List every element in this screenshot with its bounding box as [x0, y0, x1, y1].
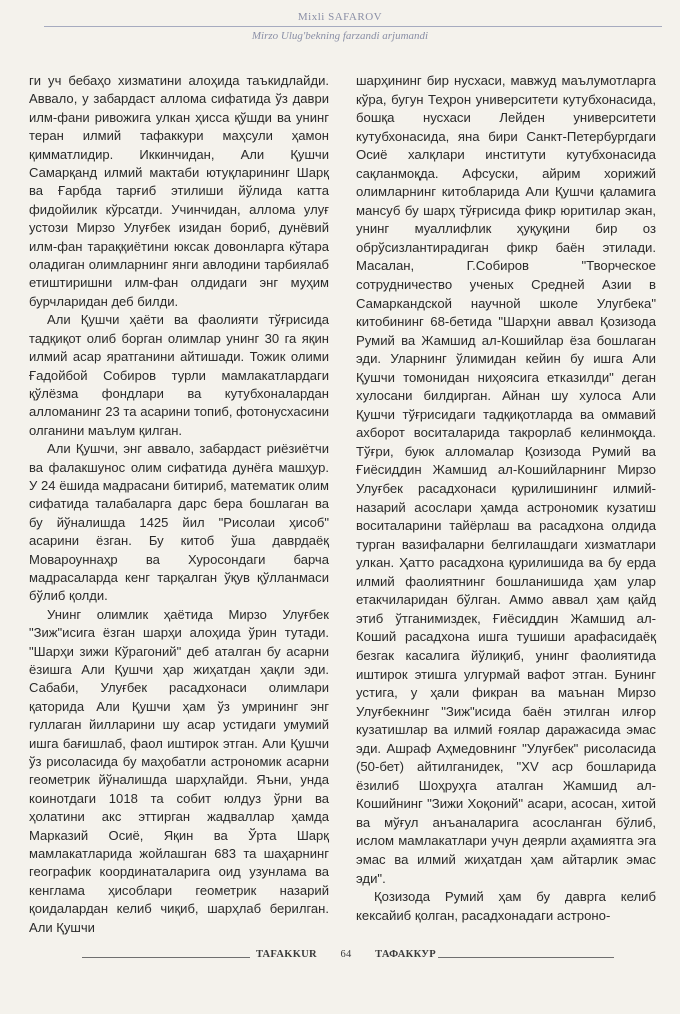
page-number: 64	[340, 949, 352, 960]
page-footer	[0, 946, 680, 970]
paragraph: Али Қушчи ҳаёти ва фаолияти тўғрисида тадқиқот олиб борган олимлар унинг 30 га яқин илмий асар яратганини айтишади. Тожик олими Ғадойбой Собиров турли мамлакатлардаги қўлёзма фондлари ва кутубхоналардан алломанинг 23 та асарини топиб, фотонусхасини олганини маълум қилган.	[29, 312, 329, 438]
footer-text	[256, 949, 436, 960]
header-rule	[44, 26, 662, 27]
paragraph: ги уч бебаҳо хизматини алоҳида таъкидлайди. Аввало, у забардаст аллома сифатида ўз даври илм-фани ривожига улкан ҳисса қўшди ва унинг теран илмий тафаккури маҳсули ҳамон қимматлидир. Иккинчидан, Али Қушчи Самарқанд илмий мактаби ютуқларининг Шарқ ва Ғарбда тарғиб этилиши йўлида катта фидойилик кўрсатди. Учинчидан, аллома улуғ устози Мирзо Улуғбек изидан бориб, дунёвий илм-фан тараққиётини юксак довонларга кўтара оладиган олимларнинг янги авлодини тарбиялаб етиштиришни илм-фан олдидаги энг муҳим бурчларидан деб билди.	[29, 73, 329, 309]
footer-rule-right	[438, 957, 614, 958]
paragraph: Али Қушчи, энг аввало, забардаст риёзиётчи ва фалакшунос олим сифатида дунёга машҳур. У 24 ёшида мадрасани битириб, математик олим сифатида талабаларга дарс бера бошлаган ва бу йўналишда 1425 йил "Рисолаи ҳисоб" асарини ёзган. Бу китоб ўша даврдаёқ Мовароуннаҳр ва Хуросондаги барча мадрасаларда кенг тарқалган ўқув қўлланмаси бўлиб қолди.	[29, 441, 329, 604]
paragraph: шарҳининг бир нусхаси, мавжуд маълумотларга кўра, бугун Теҳрон университети кутубхонасида, бошқа нусхаси Лейден университети кутубхонасида, яна бири Санкт-Петербургдаги Осиё халқлари институти кутубхонасида сақланмоқда. Афсуски, айрим хорижий олимларнинг китобларида Али Қушчи қаламига мансуб бу шарҳ тўғрисида фикр юритилар экан, унинг муаллифлик ҳуқуқини бир оз обрўсизлантирадиган фикр баён этилади. Масалан, Г.Собиров "Творческое сотрудничество ученых Средней Азии в Самаркандской научной школе Улугбека" китобининг 68-бетида "Шарҳни аввал Қозизода Румий ва Жамшид ал-Кошийлар ёза бошлаган эди. Уларнинг ўлимидан кейин бу ишга Али Қушчи томонидан ниҳоясига етказилди" деган хулосани билдирган. Айнан шу хулоса Али Қушчи тўғрисидаги тадқиқотларда ва оммавий ахборот воситаларида такрорлаб келинмоқда. Тўғри, буюк алломалар Қозизода Румий ва Ғиёсиддин Жамшид ал-Кошийларнинг Мирзо Улуғбек расадхонаси қурилишининг илмий-назарий асослари ҳамда астрономик кузатиш воситаларини тайёрлаш ва расадхона олдида турган вазифаларни белгилашдаги хизматлари улкан. Ҳатто расадхона қурилишида ва бу ерда илмий фаолиятнинг бошланишида ҳам улар етакчиларидан бўлган. Аммо аввал ҳам қайд этиб ўтганимиздек, Ғиёсиддин Жамшид ал-Коший расадхона ишга тушиши арафасидаёқ безгак касалига йўлиқиб, унинг фаолиятида иштирок этишга улгурмай вафот этган. Бунинг устига, у ҳали фикран ва маънан Мирзо Улуғбекнинг "Зиж"исида баён этилган илғор кузатишлар ва илмий ғоялар даражасида эмас эди. Ашраф Аҳмедовнинг "Улуғбек" рисоласида (50-бет) айтилганидек, "XV аср бошларида ёзилиб Шоҳруҳга аталган Жамшид ал-Кошийнинг "Зижи Хоқоний" асари, асосан, хитой ва мўғул анъаналарига асосланган бўлиб, ислом мамлакатлари учун деярли аҳамиятга эга эмас ва илмий жиҳатдан ҳам айтарлик эмас эди".	[356, 73, 656, 886]
right-column	[356, 72, 656, 925]
paragraph: Қозизода Румий ҳам бу даврга келиб кексайиб қолган, расадхонадаги астроно-	[356, 889, 656, 923]
left-column	[29, 72, 329, 937]
running-head-author: Mixli SAFAROV	[297, 11, 383, 23]
footer-magazine-cyrillic: ТАФАККУР	[375, 949, 436, 960]
paragraph: Унинг олимлик ҳаётида Мирзо Улуғбек "Зиж"исига ёзган шарҳи алоҳида ўрин тутади. "Шарҳи зижи Кўрагоний" деб аталган бу асарни ёзишга Али Қушчи ҳар жиҳатдан ҳақли эди. Сабаби, Улуғбек расадхонаси олимлари қаторида Али Қушчи ҳам ўз умрининг энг гуллаган йилларини шу асар устидаги умумий ишга бағишлаб, фаол иштирок этган. Али Қушчи ўз рисоласида бу маҳобатли астрономик асарни геометрик йўналишда шарҳлайди. Яъни, унда коинотдаги 1018 та собит юлдуз ўрни ва ҳолатини акс эттирган жадваллар ҳамда Марказий Осиё, Яқин ва Ўрта Шарқ мамлакатларида жойлашган 683 та шаҳарнинг географик координаталарига оид узунлама ва кенглама ҳисоблари геометрик назарий қоидалардан келиб чиқиб, шарҳлаб берилган. Али Қушчи	[29, 606, 329, 935]
footer-rule-left	[82, 957, 250, 958]
footer-magazine-latin: TAFAKKUR	[256, 949, 317, 960]
running-head-title: Mirzo Ulug'bekning farzandi arjumandi	[251, 30, 429, 42]
page-header	[0, 0, 680, 62]
